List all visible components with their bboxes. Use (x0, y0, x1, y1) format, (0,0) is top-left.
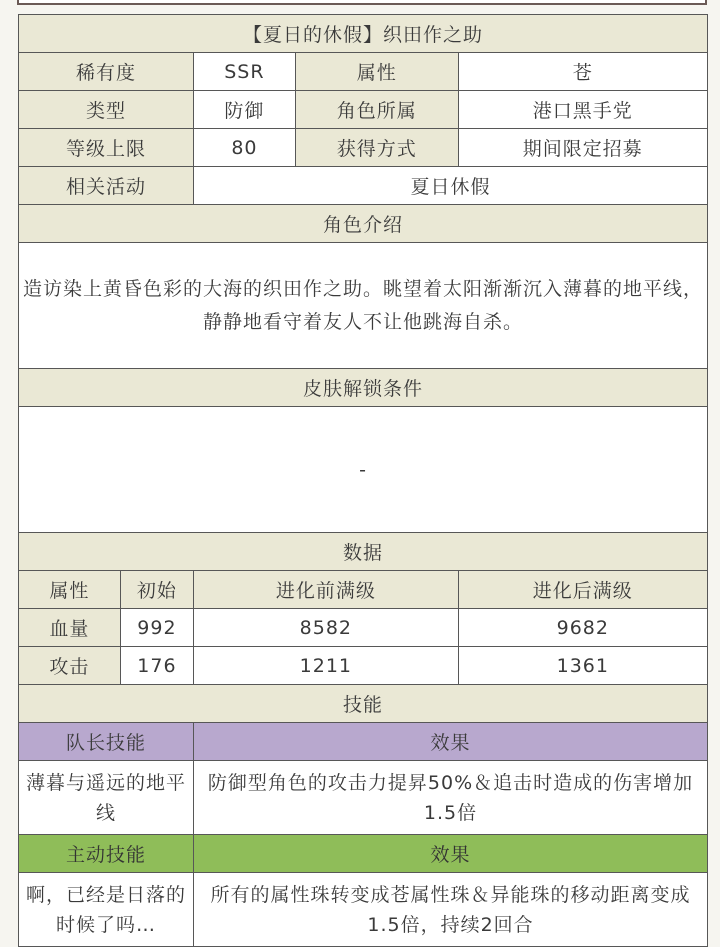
obtain-value: 期间限定招募 (458, 129, 707, 167)
active-effect-label: 效果 (194, 835, 708, 873)
intro-header: 角色介绍 (19, 205, 708, 243)
stats-col-post-evo-max: 进化后满级 (458, 571, 707, 609)
stats-cell: 8582 (194, 609, 459, 647)
attribute-label: 属性 (295, 53, 458, 91)
active-skill-name: 啊，已经是日落的时候了吗… (19, 873, 194, 947)
skills-header: 技能 (19, 685, 708, 723)
skin-unlock-value: - (19, 407, 708, 533)
previous-section-edge (17, 0, 707, 5)
card-title: 【夏日的休假】织田作之助 (19, 15, 708, 53)
leader-skill-name: 薄暮与遥远的地平线 (19, 761, 194, 835)
affiliation-value: 港口黑手党 (458, 91, 707, 129)
stats-col-pre-evo-max: 进化前满级 (194, 571, 459, 609)
stats-cell: 9682 (458, 609, 707, 647)
type-label: 类型 (19, 91, 194, 129)
rarity-label: 稀有度 (19, 53, 194, 91)
active-skill-label: 主动技能 (19, 835, 194, 873)
stats-col-attribute: 属性 (19, 571, 121, 609)
stats-cell: 1361 (458, 647, 707, 685)
character-info-table (18, 14, 708, 947)
obtain-label: 获得方式 (295, 129, 458, 167)
level-cap-value: 80 (194, 129, 296, 167)
stats-cell: 992 (120, 609, 193, 647)
event-value: 夏日休假 (194, 167, 708, 205)
leader-effect-label: 效果 (194, 723, 708, 761)
event-label: 相关活动 (19, 167, 194, 205)
stats-header: 数据 (19, 533, 708, 571)
stats-row-label: 攻击 (19, 647, 121, 685)
stats-row-label: 血量 (19, 609, 121, 647)
stats-cell: 176 (120, 647, 193, 685)
skin-unlock-header: 皮肤解锁条件 (19, 369, 708, 407)
leader-skill-effect: 防御型角色的攻击力提昇50%＆追击时造成的伤害增加1.5倍 (194, 761, 708, 835)
stats-col-initial: 初始 (120, 571, 193, 609)
level-cap-label: 等级上限 (19, 129, 194, 167)
intro-text: 造访染上黄昏色彩的大海的织田作之助。眺望着太阳渐渐沉入薄暮的地平线，静静地看守着友人不让他跳海自杀。 (19, 243, 708, 369)
rarity-value: SSR (194, 53, 296, 91)
affiliation-label: 角色所属 (295, 91, 458, 129)
stats-cell: 1211 (194, 647, 459, 685)
attribute-value: 苍 (458, 53, 707, 91)
active-skill-effect: 所有的属性珠转变成苍属性珠＆异能珠的移动距离变成1.5倍，持续2回合 (194, 873, 708, 947)
leader-skill-label: 队长技能 (19, 723, 194, 761)
type-value: 防御 (194, 91, 296, 129)
